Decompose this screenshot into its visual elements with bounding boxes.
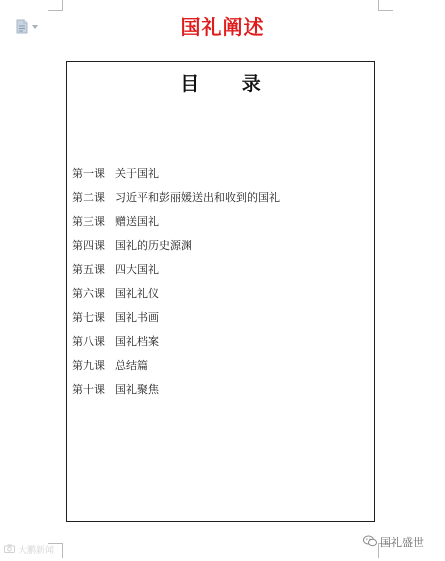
watermark-right-text: 国礼盛世 bbox=[380, 536, 424, 549]
toc-item-number: 第四课 bbox=[72, 239, 105, 252]
toc-item[interactable] bbox=[72, 210, 280, 234]
toc-heading: 目 录 bbox=[180, 73, 279, 95]
toc-item[interactable] bbox=[72, 186, 280, 210]
toc-item-title: 赠送国礼 bbox=[115, 215, 159, 228]
document-title: 国礼阐述 bbox=[180, 15, 265, 39]
toc-item[interactable] bbox=[72, 354, 280, 378]
toc-item-number: 第十课 bbox=[72, 383, 105, 396]
toc-item-title: 总结篇 bbox=[115, 359, 148, 372]
toc-item-number: 第五课 bbox=[72, 263, 105, 276]
toc-item-number: 第二课 bbox=[72, 191, 105, 204]
toc-item[interactable] bbox=[72, 306, 280, 330]
watermark-left-text: 大鹏新闻 bbox=[18, 545, 55, 556]
table-of-contents bbox=[66, 61, 375, 522]
toc-item[interactable] bbox=[72, 234, 280, 258]
wechat-icon bbox=[363, 535, 377, 551]
toc-item[interactable] bbox=[72, 282, 280, 306]
toc-item-title: 关于国礼 bbox=[115, 167, 159, 180]
toc-item-title: 国礼礼仪 bbox=[115, 287, 159, 300]
toc-item-title: 四大国礼 bbox=[115, 263, 159, 276]
toc-item-number: 第三课 bbox=[72, 215, 105, 228]
toc-item[interactable] bbox=[72, 330, 280, 354]
toc-item-number: 第八课 bbox=[72, 335, 105, 348]
toc-item[interactable] bbox=[72, 378, 280, 402]
crop-mark-top-left bbox=[48, 0, 63, 11]
toc-item-title: 国礼档案 bbox=[115, 335, 159, 348]
toc-item-number: 第七课 bbox=[72, 311, 105, 324]
toc-item-number: 第六课 bbox=[72, 287, 105, 300]
camera-icon bbox=[4, 544, 15, 557]
toc-item-number: 第九课 bbox=[72, 359, 105, 372]
crop-mark-top-right bbox=[378, 0, 393, 11]
toc-item-title: 习近平和彭丽媛送出和收到的国礼 bbox=[115, 191, 280, 204]
toc-item[interactable] bbox=[72, 162, 280, 186]
watermark-right bbox=[363, 535, 424, 551]
toc-list bbox=[72, 162, 280, 402]
toc-item-title: 国礼聚焦 bbox=[115, 383, 159, 396]
toc-item[interactable] bbox=[72, 258, 280, 282]
toc-item-title: 国礼的历史源渊 bbox=[115, 239, 192, 252]
watermark-left bbox=[4, 544, 54, 557]
toc-item-title: 国礼书画 bbox=[115, 311, 159, 324]
toc-item-number: 第一课 bbox=[72, 167, 105, 180]
